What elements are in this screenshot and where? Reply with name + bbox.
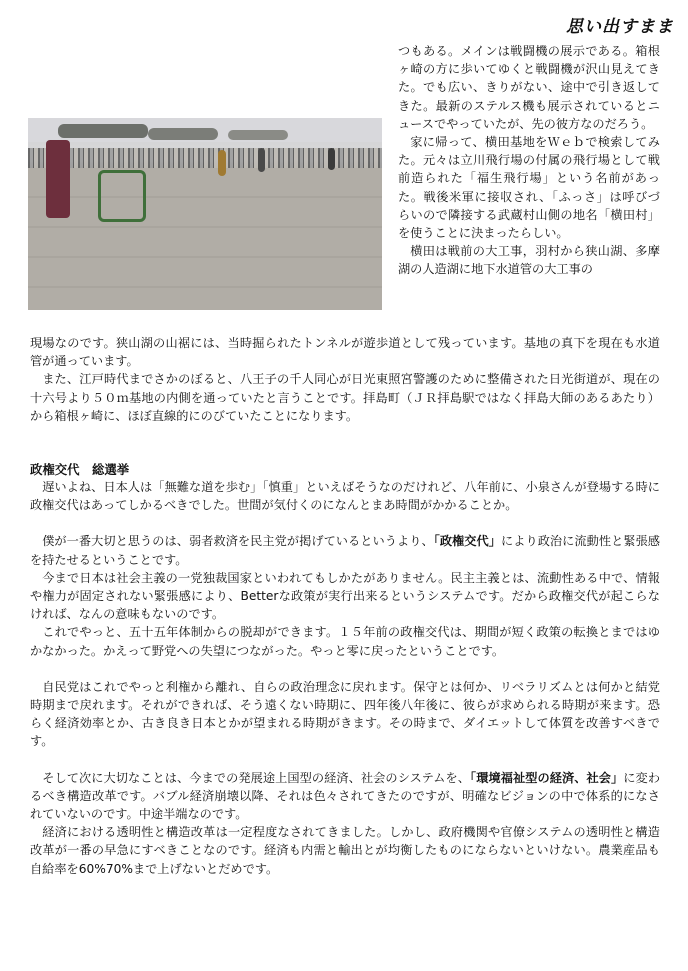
photo-person [46, 140, 70, 218]
photo-tarmac [28, 168, 382, 310]
paragraph: つもある。メインは戦闘機の展示である。箱根ヶ崎の方に歩いてゆくと戦闘機が沢山見えてきた。でも広い、きりがない、途中で引き返してきた。最新のステルス機も展示されているとニュースでやっていたが、先の彼方なのだろう。 [398, 44, 660, 131]
paragraph: 現場なのです。狭山湖の山裾には、当時掘られたトンネルが遊歩道として残っています。基地の真下を現在も水道管が通っています。 [30, 336, 660, 369]
paragraph: 経済における透明性と構造改革は一定程度なされてきました。しかし、政府機関や官僚システムの透明性と構造改革が一番の早急にすべきことなのです。経済も内需と輸出とが均衡したものにならないといけない。農業産品も自給率を60%70%まで上げないとだめです。 [30, 825, 660, 876]
paragraph: これでやっと、五十五年体制からの脱却ができます。１５年前の政権交代は、期間が短く政策の転換とまではゆかなかった。かえって野党への失望につながった。やっと零に戻ったということです。 [30, 625, 660, 658]
photo-aircraft [228, 130, 288, 140]
photo-stroller [98, 170, 146, 222]
continuation-text [30, 334, 660, 425]
paragraph: また、江戸時代までさかのぼると、八王子の千人同心が日光東照宮警護のために整備された日光街道が、現在の十六号より５０ｍ基地の内側を通っていたと言うことです。拝島町（ＪＲ拝島駅ではなく拝島大師のあるあたり）から箱根ヶ崎に、ほぼ直線的にのびていたことになります。 [30, 372, 660, 423]
photo-person [218, 150, 226, 176]
photo-person [328, 148, 335, 170]
emphasis-text: 「政権交代」 [433, 534, 501, 549]
paragraph-text: そして次に大切なことは、今までの発展途上国型の経済、社会のシステムを、 [42, 770, 471, 785]
right-column-text [398, 42, 660, 279]
paragraph-text: に変わるべき構造改革です。バブル経済崩壊以降、それは色々されてきたのですが、明確なビジョンの中で体系的になされていないのです。中途半端なのです。 [30, 770, 661, 822]
section-body [30, 478, 660, 878]
paragraph-text: により政治に流動性と緊張感を持たせるということです。 [30, 534, 660, 567]
paragraph [30, 532, 660, 568]
paragraph: 家に帰って、横田基地をＷｅｂで検索してみた。元々は立川飛行場の付属の飛行場として戦前造られた「福生飛行場」という名前があった。戦後米軍に接収され、「ふっさ」は呼びづらいので隣接する武蔵村山側の地名「横田村」を使うことに決まったらしい。 [398, 135, 660, 241]
column-title: 思い出すまま [566, 17, 674, 37]
section-heading: 政権交代 総選挙 [30, 462, 130, 477]
paragraph [30, 769, 660, 824]
airshow-photo [28, 118, 382, 310]
emphasis-text: 「環境福祉型の経済、社会」 [470, 770, 624, 785]
paragraph: 今まで日本は社会主義の一党独裁国家といわれてもしかたがありません。民主主義とは、流動性ある中で、情報や権力が固定されない緊張感により、Betterな政策が実行出来るというシステムです。だから政権交代が起こらなければ、なんの意味もないのです。 [30, 570, 660, 622]
photo-person [258, 148, 265, 172]
paragraph-text: 僕が一番大切と思うのは、弱者救済を民主党が掲げているというより、 [42, 534, 434, 549]
paragraph: 横田は戦前の大工事，羽村から狭山湖、多摩湖の人造湖に地下水道管の大工事の [398, 244, 660, 277]
paragraph: 自民党はこれでやっと利権から離れ、自らの政治理念に戻れます。保守とは何か、リベラリズムとは何かと結党時期まで戻れます。それができれば、そう遠くない時期に、四年後八年後に、彼らが求められる時期が来ます。恐らく経済効率とか、古き良き日本とかが望まれる時期がきます。その時まで、ダイエットして体質を改善すべきです。 [30, 679, 660, 749]
photo-aircraft [148, 128, 218, 140]
photo-aircraft [58, 124, 148, 138]
paragraph: 遅いよね、日本人は「無難な道を歩む」「慎重」といえばそうなのだけれど、八年前に、小泉さんが登場する時に政権交代はあってしかるべきでした。世間が気付くのになんとまあ時間がかかることか。 [30, 480, 660, 513]
